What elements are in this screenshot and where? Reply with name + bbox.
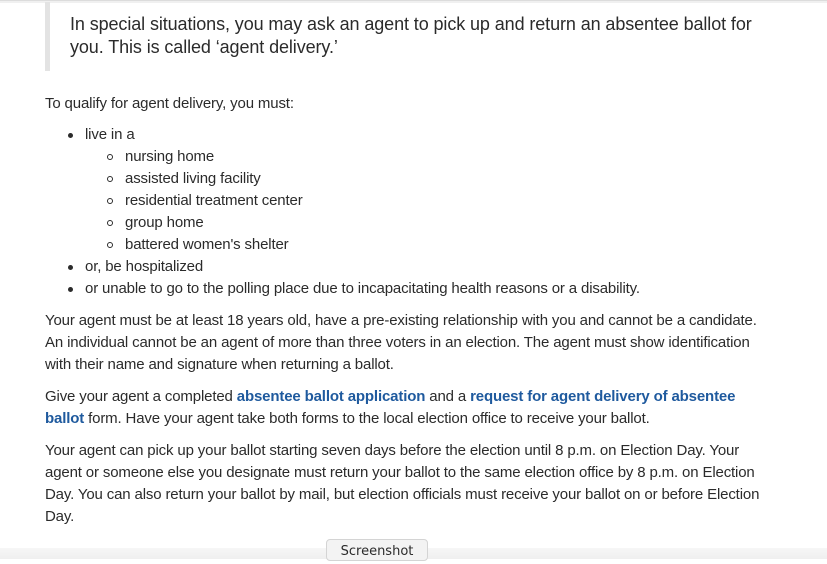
sublist-item: residential treatment center [85,190,765,212]
forms-text-1: Give your agent a completed [45,388,237,405]
forms-text-3: form. Have your agent take both forms to the local election office to receive your ballot. [84,410,650,427]
callout-blockquote [45,2,765,71]
main-content [45,93,765,528]
forms-text-2: and a [425,388,471,405]
timing-paragraph: Your agent can pick up your ballot starting seven days before the election until 8 p.m. on Election Day. Your agent or someone else you designate must return your ballot to the same election office by 8 p.m. on Election Day. You can also return your ballot by mail, but election officials must receive your ballot on or before Election Day. [45,442,760,525]
list-item-label: live in a [85,126,135,143]
agent-requirements-paragraph: Your agent must be at least 18 years old, have a pre-existing relationship with you and cannot be a candidate. An individual cannot be an agent of more than three voters in an election. The agent must show identification with their name and signature when returning a ballot. [45,312,757,373]
sublist-item: group home [85,212,765,234]
qualify-intro: To qualify for agent delivery, you must: [45,95,294,112]
forms-paragraph [45,386,765,430]
callout-text: In special situations, you may ask an agent to pick up and return an absentee ballot for you. This is called ‘agent delivery.’ [70,14,752,57]
sublist-item: nursing home [85,146,765,168]
list-item: or, be hospitalized [45,256,765,278]
residence-sublist [85,146,765,256]
sublist-item: battered women's shelter [85,234,765,256]
sublist-item: assisted living facility [85,168,765,190]
agent-delivery-request-link[interactable]: request for agent delivery of absentee ballot [45,388,736,427]
absentee-ballot-application-link[interactable]: absentee ballot application [236,388,426,405]
screenshot-button[interactable]: Screenshot [326,539,428,561]
list-item [45,124,765,256]
qualify-list [45,124,765,300]
list-item: or unable to go to the polling place due to incapacitating health reasons or a disability. [45,278,765,300]
